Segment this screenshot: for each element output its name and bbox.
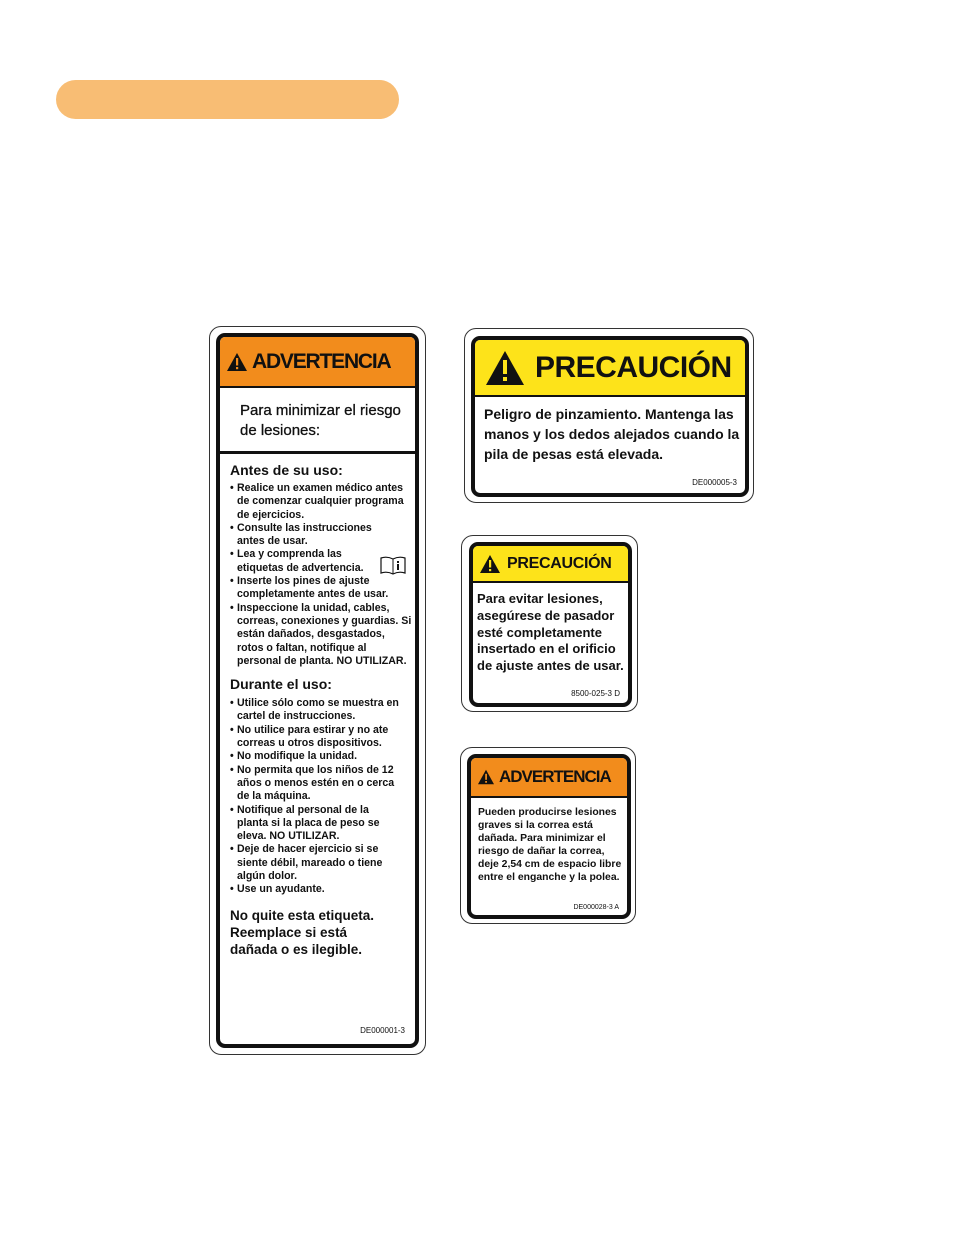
caution-label-pin-text: Para evitar lesiones, asegúrese de pasador esté completamente insertado en el orificio de ajuste antes de usar.: [477, 591, 624, 674]
caution-label-pinch: [464, 328, 754, 503]
caution-label-pinch-text: Peligro de pinzamiento. Mantenga las manos y los dedos alejados cuando la pila de pesas está elevada.: [484, 406, 740, 462]
warning-label-strap-header: [471, 758, 627, 798]
section-during-use-title: Durante el uso:: [230, 676, 332, 693]
list-item: [230, 548, 387, 575]
caution-label-pin-header: [473, 546, 628, 583]
warning-triangle-icon: [226, 352, 248, 372]
caution-label-pinch-header: [475, 340, 745, 397]
warning-label-main-header: [220, 337, 415, 388]
warning-label-main-footer: No quite esta etiqueta. Reemplace si está dañada o es ilegible.: [230, 907, 375, 957]
warning-label-main-frame: [216, 333, 419, 1048]
warning-triangle-icon: [479, 554, 501, 574]
list-item: • Realice un examen médico antes de comenzar cualquier programa de ejercicios.: [230, 482, 412, 522]
list-item: • Use un ayudante.: [230, 883, 412, 896]
warning-triangle-icon: [477, 769, 495, 785]
list-item: • Inserte los pines de ajuste completamente antes de usar.: [230, 575, 412, 602]
caution-label-pinch-code: DE000005-3: [692, 478, 737, 487]
caution-label-pin-title: PRECAUCIÓN: [507, 554, 612, 572]
warning-label-strap-code: DE000028-3 A: [573, 904, 619, 911]
warning-label-main-body: [230, 462, 412, 958]
list-item: • No modifique la unidad.: [230, 750, 412, 763]
warning-triangle-icon: [485, 350, 525, 386]
caution-label-pin: [461, 535, 638, 712]
warning-label-strap-text: Pueden producirse lesiones graves si la correa está dañada. Para minimizar el riesgo de dañar la correa, deje 2,54 cm de espacio libre entre el enganche y la polea.: [478, 807, 622, 883]
list-item: • Utilice sólo como se muestra en cartel de instrucciones.: [230, 697, 407, 724]
section-before-use-title: Antes de su uso:: [230, 462, 343, 478]
caution-label-pin-frame: [469, 542, 632, 707]
manual-info-icon: [380, 555, 406, 575]
warning-label-main-code: DE000001-3: [360, 1026, 405, 1035]
warning-label-main: [209, 326, 426, 1055]
section-during-use-list: [230, 697, 412, 896]
list-item-text: Lea y comprenda las etiquetas de advertencia.: [237, 548, 364, 574]
list-item: • No permita que los niños de 12 años o menos estén en o cerca de la máquina.: [230, 764, 397, 804]
caution-label-pinch-frame: [471, 336, 749, 497]
list-item: • Deje de hacer ejercicio si se siente débil, mareado o tiene algún dolor.: [230, 843, 402, 883]
section-header-bar: [56, 80, 399, 119]
list-item: • Inspeccione la unidad, cables, correas, conexiones y guardias. Si están dañados, desgastados, rotos o faltan, notifique al personal de planta. NO UTILIZAR.: [230, 602, 412, 668]
section-before-use-list: [230, 482, 412, 668]
list-item: • No utilice para estirar y no ate correas u otros dispositivos.: [230, 724, 407, 751]
warning-label-strap-title: ADVERTENCIA: [499, 767, 611, 786]
warning-label-main-title: ADVERTENCIA: [252, 349, 391, 373]
list-item: • Consulte las instrucciones antes de usar.: [230, 522, 387, 549]
caution-label-pin-code: 8500-025-3 D: [571, 689, 620, 698]
list-item: • Notifique al personal de la planta si la placa de peso se eleva. NO UTILIZAR.: [230, 804, 397, 844]
caution-label-pinch-title: PRECAUCIÓN: [535, 350, 732, 384]
warning-label-strap-frame: [467, 754, 631, 919]
warning-label-strap: [460, 747, 636, 924]
warning-label-main-intro: Para minimizar el riesgo de lesiones:: [240, 402, 401, 439]
warning-label-main-divider: [220, 451, 415, 454]
